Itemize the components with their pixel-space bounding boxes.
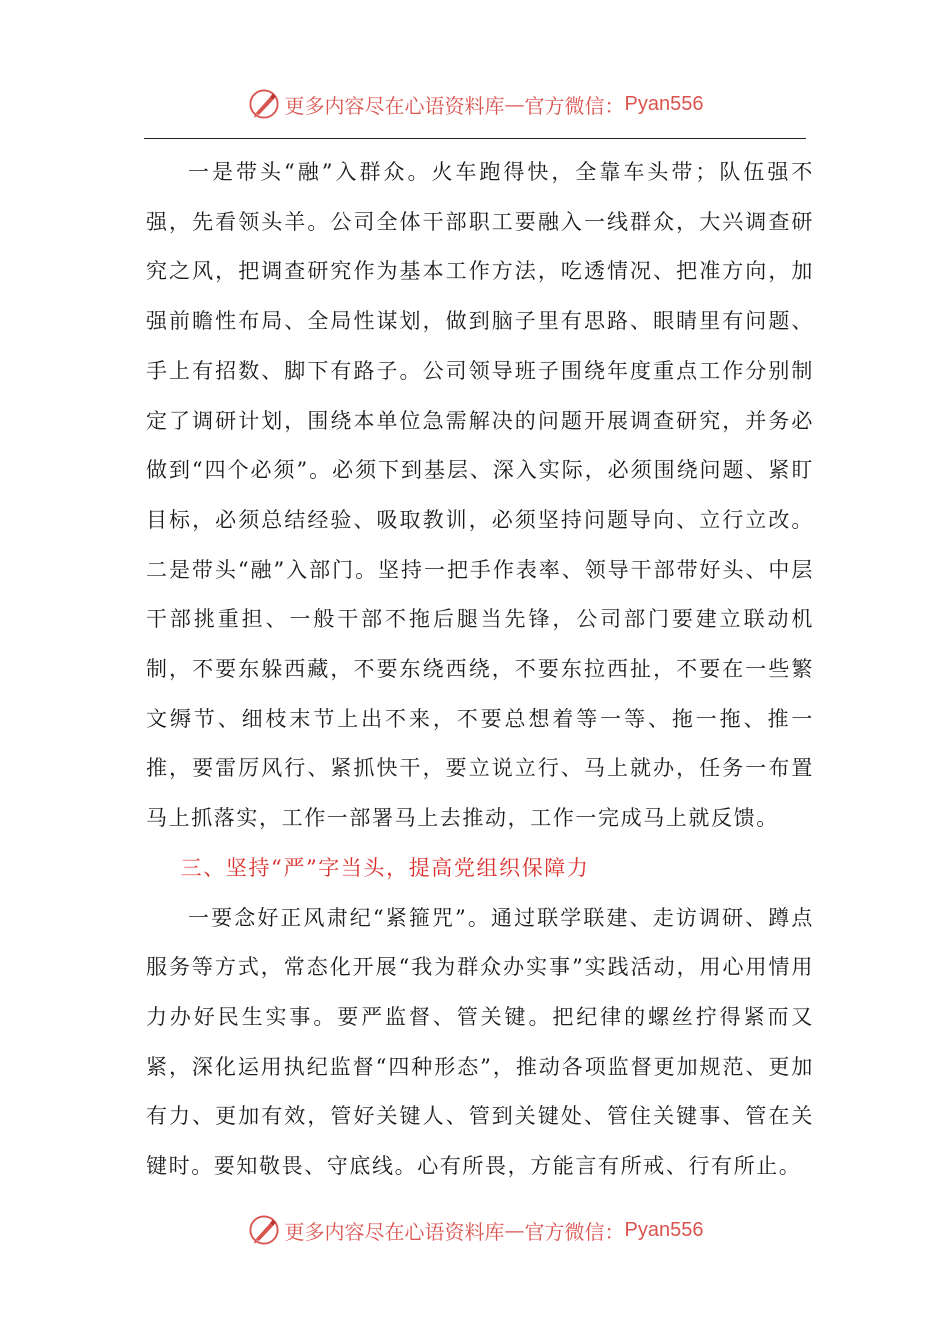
body-paragraph: 一要念好正风肃纪“紧箍咒”。通过联学联建、走访调研、蹲点服务等方式，常态化开展“我为群众办实事”实践活动，用心用情用力办好民生实事。要严监督、管关键。把纪律的螺丝拧得紧而又紧，深化运用执纪监督“四种形态”，推动各项监督更加规范、更加有力、更加有效，管好关键人、管到关键处、管住关键事、管在关键时。要知敬畏、守底线。心有所畏，方能言有所戒、行有所止。 [146,905,814,1179]
page-header [0,84,950,124]
page-footer [0,1210,950,1250]
footer-brand: 更多内容尽在心语资料库 [284,1219,505,1244]
header-wechat-id: Pyan556 [624,92,704,115]
header-separator: — [504,92,525,116]
section-heading: 三、坚持“严”字当头，提高党组织保障力 [180,855,590,880]
footer-wechat-id: Pyan556 [624,1218,704,1241]
pen-logo-icon [247,87,281,121]
pen-logo-icon [247,1213,281,1247]
header-brand: 更多内容尽在心语资料库 [284,93,505,118]
header-wechat-label: 官方微信： [524,93,625,118]
body-paragraph: 一是带头“融”入群众。火车跑得快，全靠车头带；队伍强不强，先看领头羊。公司全体干部职工要融入一线群众，大兴调查研究之风，把调查研究作为基本工作方法，吃透情况、把准方向，加强前瞻性布局、全局性谋划，做到脑子里有思路、眼睛里有问题、手上有招数、脚下有路子。公司领导班子围绕年度重点工作分别制定了调研计划，围绕本单位急需解决的问题开展调查研究，并务必做到“四个必须”。必须下到基层、深入实际，必须围绕问题、紧盯目标，必须总结经验、吸取教训，必须坚持问题导向、立行立改。二是带头“融”入部门。坚持一把手作表率、领导干部带好头、中层干部挑重担、一般干部不拖后腿当先锋，公司部门要建立联动机制，不要东躲西藏，不要东绕西绕，不要东拉西扯，不要在一些繁文缛节、细枝末节上出不来，不要总想着等一等、拖一拖、推一推，要雷厉风行、紧抓快干，要立说立行、马上就办，任务一布置马上抓落实，工作一部署马上去推动，工作一完成马上就反馈。 [146,160,814,831]
document-body [146,148,814,1192]
footer-separator: — [504,1218,525,1242]
footer-wechat-label: 官方微信： [524,1219,625,1244]
header-divider [144,138,806,139]
